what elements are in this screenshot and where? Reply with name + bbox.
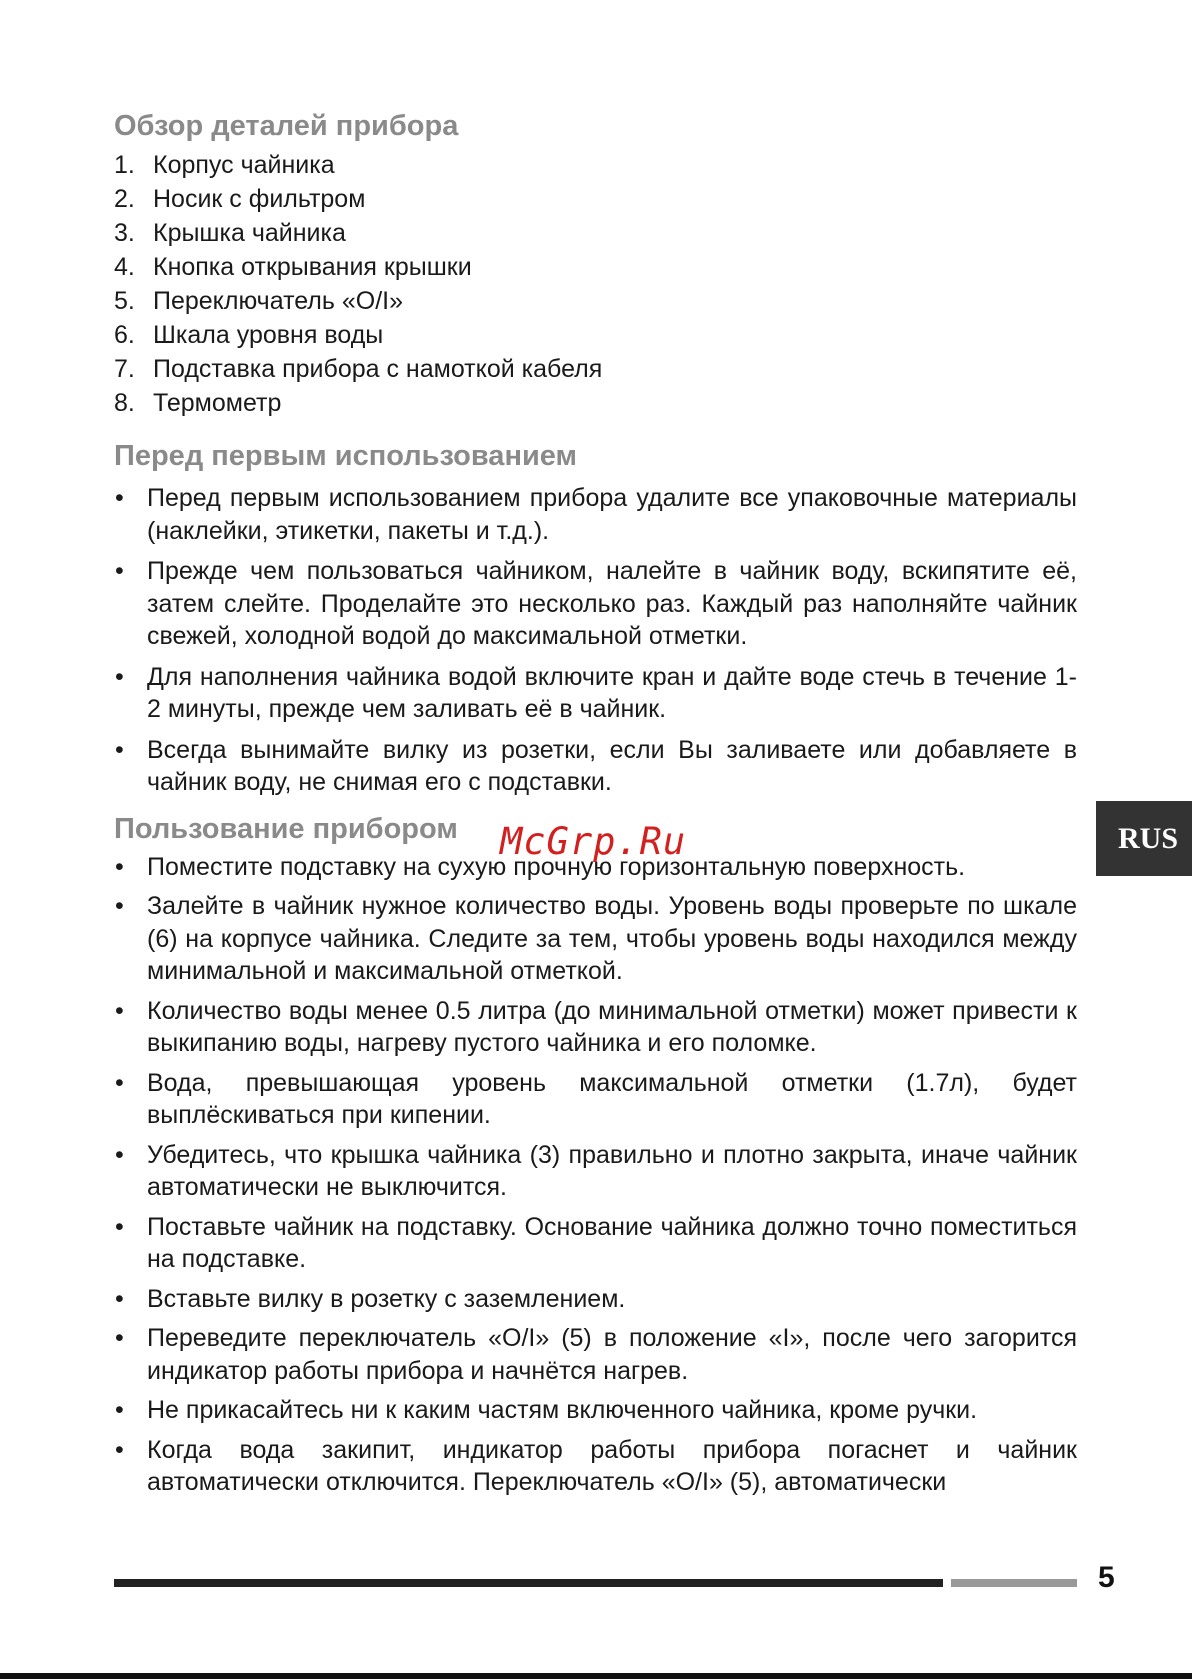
section-title-usage: Пользование прибором bbox=[114, 812, 458, 845]
item-text: Крышка чайника bbox=[153, 219, 346, 247]
parts-list bbox=[114, 148, 1077, 420]
section-title-overview: Обзор деталей прибора bbox=[114, 110, 459, 142]
list-item bbox=[114, 661, 1077, 726]
page-content bbox=[114, 104, 1077, 1506]
item-text: Поставьте чайник на подставку. Основание чайника должно точно поместиться на подставке. bbox=[147, 1212, 1077, 1273]
item-number: 6. bbox=[114, 321, 135, 349]
item-text: Когда вода закипит, индикатор работы прибора погаснет и чайник автоматически отключится. Переключатель «O/I» (5), автоматически bbox=[147, 1435, 1077, 1496]
item-text: Шкала уровня воды bbox=[153, 321, 384, 349]
item-text: Носик с фильтром bbox=[153, 185, 366, 213]
list-item bbox=[114, 1434, 1077, 1499]
list-item bbox=[114, 352, 1077, 386]
item-number: 4. bbox=[114, 253, 135, 281]
first-use-list bbox=[114, 482, 1077, 799]
item-text: Всегда вынимайте вилку из розетки, если Вы заливаете или добавляете в чайник воду, не снимая его с подставки. bbox=[147, 735, 1077, 796]
item-text: Переключатель «O/I» bbox=[153, 287, 404, 315]
list-item bbox=[114, 890, 1077, 988]
list-item bbox=[114, 482, 1077, 547]
list-item bbox=[114, 1322, 1077, 1387]
item-text: Поместите подставку на сухую прочную горизонтальную поверхность. bbox=[147, 852, 966, 881]
bullet: • bbox=[115, 484, 124, 512]
bullet: • bbox=[115, 557, 124, 585]
item-number: 8. bbox=[114, 389, 135, 417]
item-text: Вставьте вилку в розетку с заземлением. bbox=[147, 1284, 626, 1313]
item-text: Переведите переключатель «O/I» (5) в положение «I», после чего загорится индикатор работы прибора и начнётся нагрев. bbox=[147, 1324, 1077, 1385]
item-text: Залейте в чайник нужное количество воды. Уровень воды проверьте по шкале (6) на корпусе чайника. Следите за тем, чтобы уровень воды находился между минимальной и максимальной отметкой. bbox=[147, 892, 1077, 985]
list-item bbox=[114, 182, 1077, 216]
item-number: 3. bbox=[114, 219, 135, 247]
bullet: • bbox=[115, 1068, 124, 1097]
item-text: Количество воды менее 0.5 литра (до минимальной отметки) может привести к выкипанию воды, нагреву пустого чайника и его поломке. bbox=[147, 996, 1077, 1057]
watermark: McGrp.Ru bbox=[500, 820, 687, 863]
usage-list bbox=[114, 851, 1077, 1499]
item-text: Прежде чем пользоваться чайником, налейте в чайник воду, вскипятите её, затем слейте. Проделайте это несколько раз. Каждый раз наполняйте чайник свежей, холодной водой до максимальной отметки. bbox=[147, 557, 1077, 650]
list-item bbox=[114, 148, 1077, 182]
item-text: Кнопка открывания крышки bbox=[153, 253, 472, 281]
language-tab: RUS bbox=[1096, 801, 1192, 876]
item-text: Для наполнения чайника водой включите кран и дайте воде стечь в течение 1-2 минуты, прежде чем заливать её в чайник. bbox=[147, 662, 1077, 723]
section-title-first-use: Перед первым использованием bbox=[114, 440, 577, 472]
item-number: 5. bbox=[114, 287, 135, 315]
bullet: • bbox=[115, 996, 124, 1025]
bullet: • bbox=[115, 662, 124, 691]
item-number: 1. bbox=[114, 151, 135, 179]
bullet: • bbox=[115, 892, 124, 920]
item-number: 2. bbox=[114, 185, 135, 213]
bullet: • bbox=[115, 1396, 124, 1424]
list-item bbox=[114, 734, 1077, 799]
list-item bbox=[114, 216, 1077, 250]
footer-bar-dark bbox=[114, 1579, 943, 1587]
list-item bbox=[114, 250, 1077, 284]
bottom-edge-line bbox=[0, 1673, 1192, 1679]
list-item bbox=[114, 1139, 1077, 1204]
item-text: Перед первым использованием прибора удалите все упаковочные материалы (наклейки, этикетки, пакеты и т.д.). bbox=[147, 484, 1077, 545]
bullet: • bbox=[115, 1324, 124, 1352]
item-number: 7. bbox=[114, 355, 135, 383]
bullet: • bbox=[115, 852, 124, 881]
bullet: • bbox=[115, 1140, 124, 1169]
list-item bbox=[114, 995, 1077, 1060]
item-text: Не прикасайтесь ни к каким частям включенного чайника, кроме ручки. bbox=[147, 1396, 978, 1424]
footer-bar-light bbox=[951, 1579, 1077, 1587]
item-text: Термометр bbox=[153, 389, 282, 417]
list-item bbox=[114, 284, 1077, 318]
bullet: • bbox=[115, 1212, 124, 1241]
page-number: 5 bbox=[1098, 1561, 1115, 1594]
bullet: • bbox=[115, 1284, 124, 1313]
bullet: • bbox=[115, 735, 124, 764]
list-item bbox=[114, 318, 1077, 352]
item-text: Вода, превышающая уровень максимальной отметки (1.7л), будет выплёскиваться при кипении. bbox=[147, 1068, 1077, 1129]
list-item bbox=[114, 555, 1077, 653]
list-item bbox=[114, 1394, 1077, 1427]
list-item bbox=[114, 386, 1077, 420]
list-item bbox=[114, 1283, 1077, 1316]
item-text: Подставка прибора с намоткой кабеля bbox=[153, 355, 603, 383]
item-text: Убедитесь, что крышка чайника (3) правильно и плотно закрыта, иначе чайник автоматически не выключится. bbox=[147, 1140, 1077, 1201]
list-item bbox=[114, 1211, 1077, 1276]
item-text: Корпус чайника bbox=[153, 151, 335, 179]
list-item bbox=[114, 1067, 1077, 1132]
bullet: • bbox=[115, 1435, 124, 1464]
